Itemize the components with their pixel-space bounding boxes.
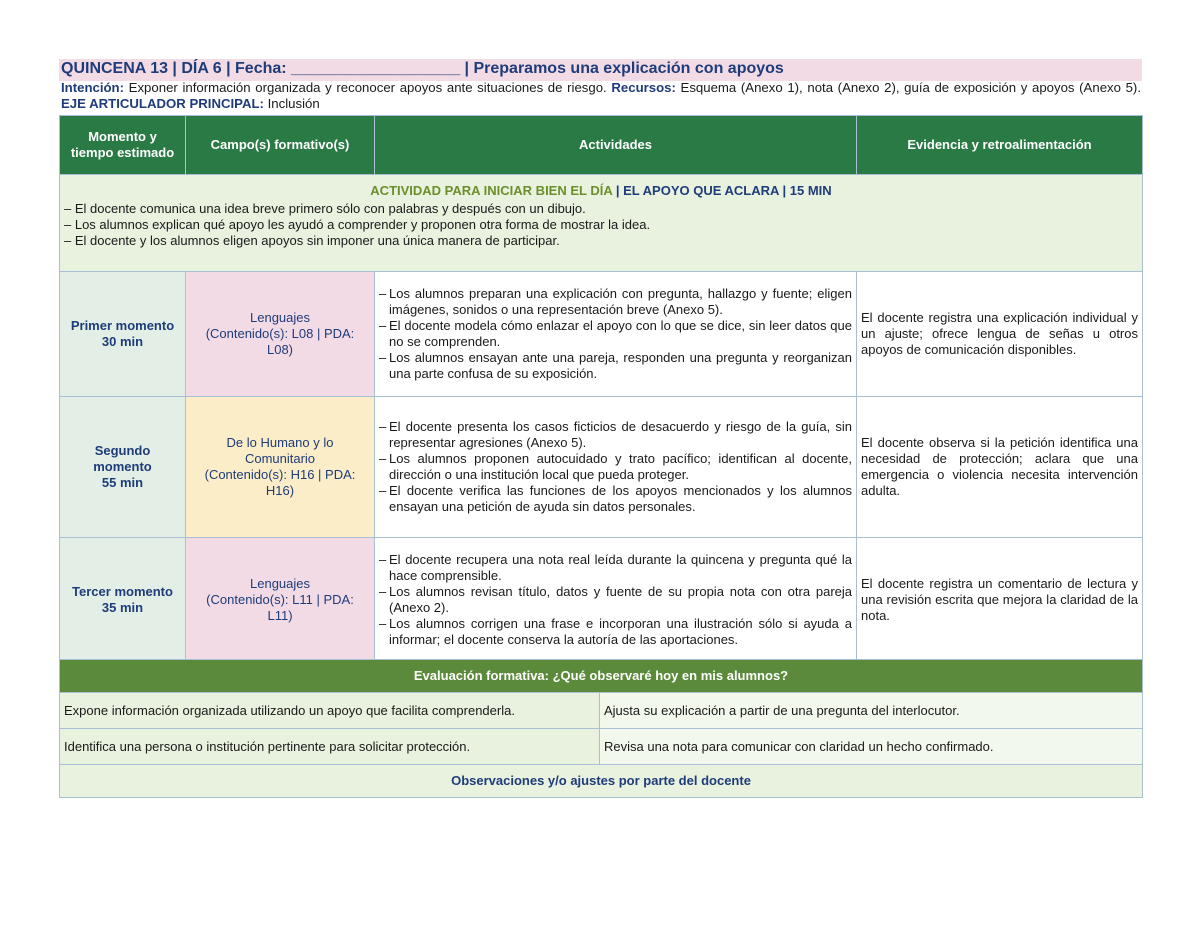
activities-cell	[375, 272, 857, 397]
table-row-primer-momento	[60, 272, 1143, 397]
activity-item: – El docente presenta los casos ficticios de desacuerdo y riesgo de la guía, sin representar agresiones (Anexo 5).	[379, 419, 852, 451]
campo-cell	[186, 272, 375, 397]
campo-label: Lenguajes (Contenido(s): L08 | PDA: L08)	[205, 310, 355, 357]
start-activity-cell	[60, 175, 1143, 272]
evidence-cell: El docente observa si la petición identifica una necesidad de protección; aclara que una emergencia o violencia necesita intervención adulta.	[857, 397, 1143, 538]
activities-list	[379, 419, 852, 515]
activities-list	[379, 286, 852, 382]
moment-cell	[60, 538, 186, 663]
start-activity-line: – El docente y los alumnos eligen apoyos sin imponer una única manera de participar.	[64, 233, 560, 248]
column-header-campo: Campo(s) formativo(s)	[186, 116, 375, 175]
column-header-actividades: Actividades	[375, 116, 857, 175]
evaluation-title: Evaluación formativa: ¿Qué observaré hoy en mis alumnos?	[60, 660, 1143, 693]
moment-cell	[60, 272, 186, 397]
activities-list	[379, 552, 852, 648]
evaluation-item: Identifica una persona o institución pertinente para solicitar protección.	[60, 729, 600, 765]
eje-label: EJE ARTICULADOR PRINCIPAL:	[61, 96, 264, 111]
start-activity-subtitle: | EL APOYO QUE ACLARA | 15 MIN	[615, 183, 832, 198]
activity-item: – El docente recupera una nota real leída durante la quincena y pregunta qué la hace comprensible.	[379, 552, 852, 584]
evaluation-header-row	[60, 660, 1143, 693]
intro-paragraph	[61, 80, 1141, 112]
activity-item: – Los alumnos revisan título, datos y fuente de su propia nota con otra pareja (Anexo 2).	[379, 584, 852, 616]
table-header-row	[60, 116, 1143, 175]
activity-item: – El docente modela cómo enlazar el apoyo con lo que se dice, sin leer datos que no se comprenden.	[379, 318, 852, 350]
table-row-tercer-momento	[60, 538, 1143, 663]
intencion-text: Exponer información organizada y reconocer apoyos ante situaciones de riesgo.	[128, 80, 607, 95]
intencion-label: Intención:	[61, 80, 125, 95]
evaluation-item: Ajusta su explicación a partir de una pregunta del interlocutor.	[600, 693, 1143, 729]
moment-label: Tercer momento 35 min	[72, 584, 173, 615]
activities-cell	[375, 397, 857, 538]
evaluation-row	[60, 693, 1143, 729]
campo-cell	[186, 538, 375, 663]
evidence-cell: El docente registra una explicación individual y un ajuste; ofrece lengua de señas u otros apoyos de comunicación disponibles.	[857, 272, 1143, 397]
activity-item: – Los alumnos corrigen una frase e incorporan una ilustración sólo si ayuda a informar; el docente conserva la autoría de las aportaciones.	[379, 616, 852, 648]
recursos-text: Esquema (Anexo 1), nota (Anexo 2), guía de exposición y apoyos (Anexo 5).	[680, 80, 1141, 95]
activity-item: – Los alumnos preparan una explicación con pregunta, hallazgo y fuente; eligen imágenes, sonidos o una representación breve (Anexo 5).	[379, 286, 852, 318]
moment-label: Primer momento 30 min	[70, 318, 175, 349]
observations-row	[60, 765, 1143, 798]
campo-label: De lo Humano y lo Comunitario (Contenido(s): H16 | PDA: H16)	[204, 435, 356, 498]
evidence-cell: El docente registra un comentario de lectura y una revisión escrita que mejora la claridad de la nota.	[857, 538, 1143, 663]
moment-label: Segundo momento 55 min	[93, 443, 152, 490]
activities-cell	[375, 538, 857, 663]
start-activity-row	[60, 175, 1143, 272]
eje-text: Inclusión	[267, 96, 320, 111]
activity-item: – Los alumnos ensayan ante una pareja, responden una pregunta y reorganizan una parte confusa de su exposición.	[379, 350, 852, 382]
moment-cell	[60, 397, 186, 538]
column-header-momento: Momento y tiempo estimado	[60, 116, 186, 175]
observations-label: Observaciones y/o ajustes por parte del docente	[60, 765, 1143, 798]
page-title: QUINCENA 13 | DÍA 6 | Fecha: ___________________ | Preparamos una explicación con apoyos	[61, 60, 784, 77]
column-header-evidencia: Evidencia y retroalimentación	[857, 116, 1143, 175]
evaluation-item: Revisa una nota para comunicar con claridad un hecho confirmado.	[600, 729, 1143, 765]
start-activity-heading	[64, 183, 1138, 199]
campo-cell	[186, 397, 375, 538]
evaluation-table	[59, 659, 1143, 798]
table-row-segundo-momento	[60, 397, 1143, 538]
activity-item: – El docente verifica las funciones de los apoyos mencionados y los alumnos ensayan una petición de ayuda sin datos personales.	[379, 483, 852, 515]
campo-label: Lenguajes (Contenido(s): L11 | PDA: L11)	[206, 576, 354, 623]
start-activity-label: ACTIVIDAD PARA INICIAR BIEN EL DÍA	[370, 183, 613, 198]
evaluation-item: Expone información organizada utilizando un apoyo que facilita comprenderla.	[60, 693, 600, 729]
evaluation-row	[60, 729, 1143, 765]
start-activity-line: – El docente comunica una idea breve primero sólo con palabras y después con un dibujo.	[64, 201, 586, 216]
start-activity-line: – Los alumnos explican qué apoyo les ayudó a comprender y proponen otra forma de mostrar la idea.	[64, 217, 651, 232]
planning-table	[59, 115, 1143, 663]
recursos-label: Recursos:	[611, 80, 676, 95]
activity-item: – Los alumnos proponen autocuidado y trato pacífico; identifican al docente, dirección o una institución local que pueda proteger.	[379, 451, 852, 483]
